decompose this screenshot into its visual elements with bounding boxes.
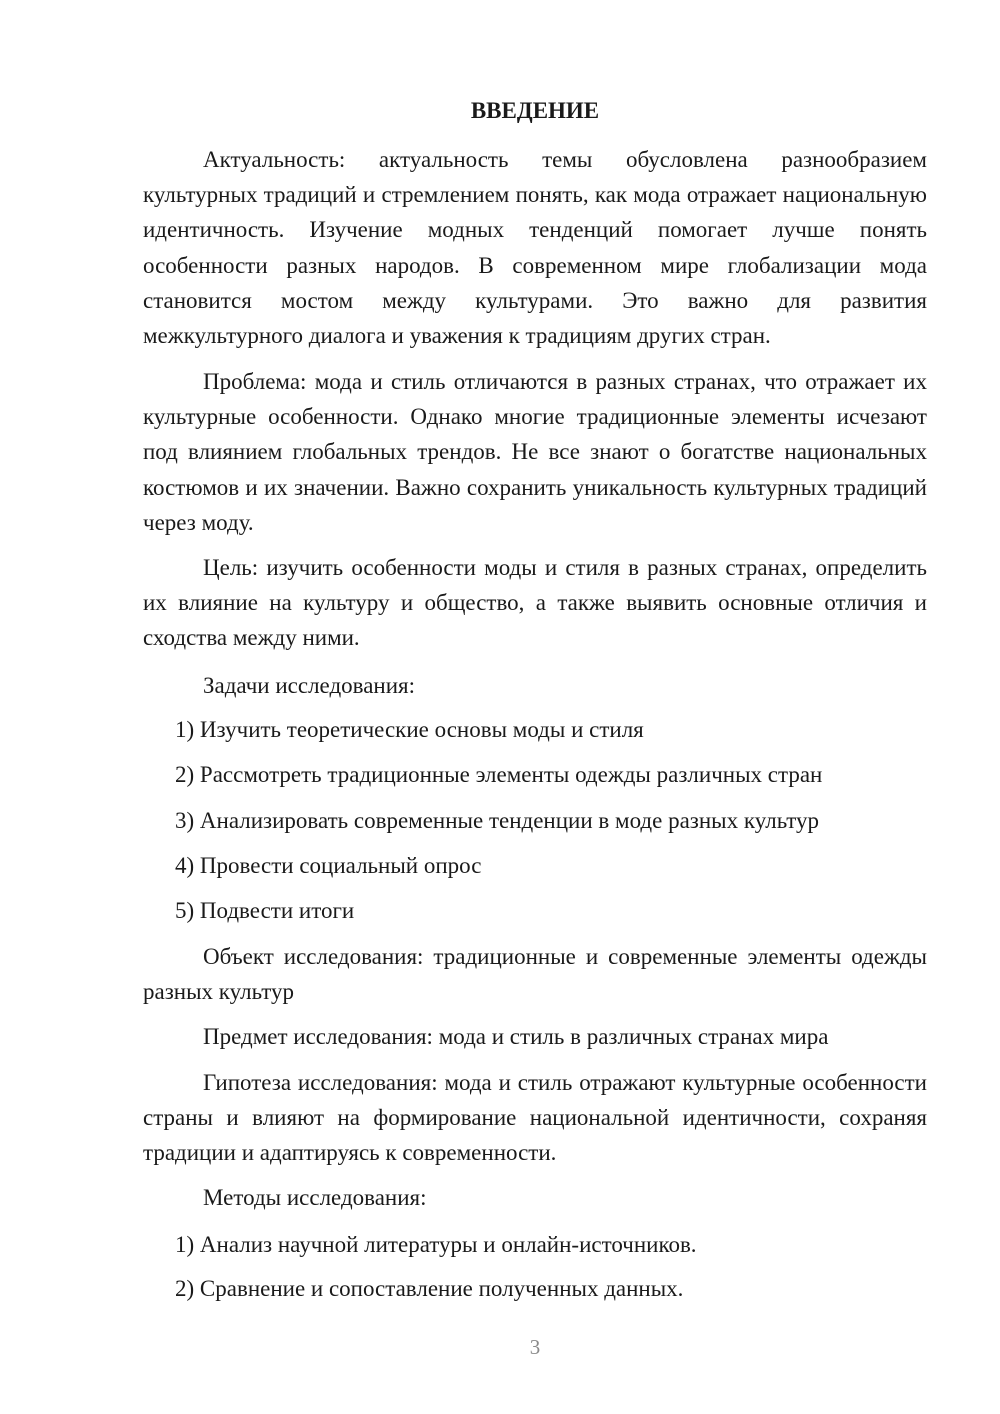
method-item: 2) Сравнение и сопоставление полученных данных. [175, 1276, 684, 1301]
object-paragraph: Объект исследования: традиционные и современные элементы одежды разных культур [143, 944, 927, 1005]
document-page [143, 0, 927, 1414]
task-item: 5) Подвести итоги [175, 898, 355, 923]
tasks-heading: Задачи исследования: [203, 673, 416, 698]
task-item: 1) Изучить теоретические основы моды и стиля [175, 717, 644, 742]
goal-paragraph: Цель: изучить особенности моды и стиля в разных странах, определить их влияние на культуру и общество, а также выявить основные отличия и сходства между ними. [143, 555, 927, 651]
hypothesis-paragraph: Гипотеза исследования: мода и стиль отражают культурные особенности страны и влияют на формирование национальной идентичности, сохраняя традиции и адаптируясь к современности. [143, 1070, 927, 1166]
page-title: ВВЕДЕНИЕ [470, 98, 600, 123]
relevance-paragraph: Актуальность: актуальность темы обусловлена разнообразием культурных традиций и стремлением понять, как мода отражает национальную идентичность. Изучение модных тенденций помогает лучше понять особенности разных народов. В современном мире глобализации мода становится мостом между культурами. Это важно для развития межкультурного диалога и уважения к традициям других стран. [143, 147, 927, 349]
subject-paragraph: Предмет исследования: мода и стиль в различных странах мира [203, 1024, 829, 1049]
page-number: 3 [529, 1335, 541, 1359]
task-item: 2) Рассмотреть традиционные элементы одежды различных стран [175, 762, 823, 787]
methods-heading: Методы исследования: [203, 1185, 427, 1210]
method-item: 1) Анализ научной литературы и онлайн-источников. [175, 1232, 697, 1257]
problem-paragraph: Проблема: мода и стиль отличаются в разных странах, что отражает их культурные особенности. Однако многие традиционные элементы исчезают под влиянием глобальных трендов. Не все знают о богатстве национальных костюмов и их значении. Важно сохранить уникальность культурных традиций через моду. [143, 369, 927, 535]
task-item: 4) Провести социальный опрос [175, 853, 482, 878]
task-item: 3) Анализировать современные тенденции в моде разных культур [175, 808, 820, 833]
